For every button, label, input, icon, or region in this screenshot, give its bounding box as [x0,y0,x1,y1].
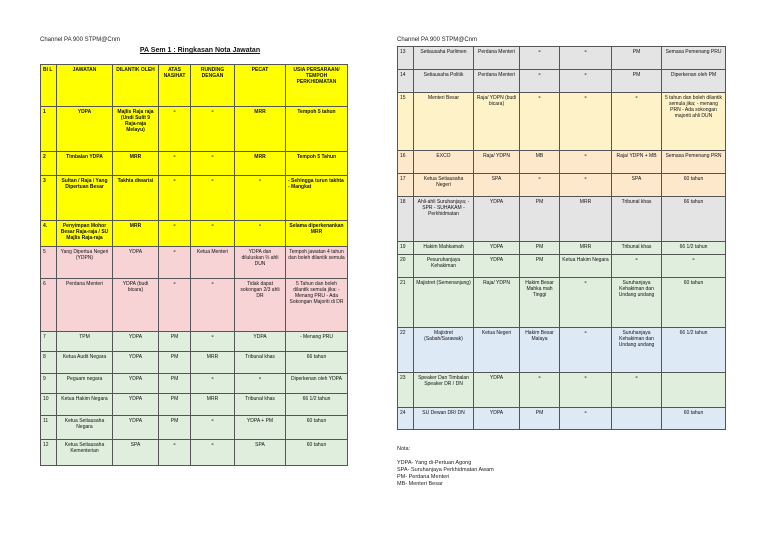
cell-runding: - [560,373,612,408]
cell-nasihat: - [159,440,191,466]
cell-usia: Semasa Pemenang PRN [662,151,726,174]
cell-no: 10 [41,394,57,416]
cell-pecat: Tidak dapat sokongan 2/3 ahli DR [235,279,286,332]
table-row [41,416,348,440]
cell-pecat: Raja/ YDPN + MB [612,151,662,174]
cell-pecat: YDPA + PM [235,416,286,440]
cell-usia: - Menang PRU [286,332,348,352]
cell-no: 3 [41,176,57,221]
cell-nasihat: PM [159,352,191,374]
cell-nasihat: PM [520,242,560,255]
cell-no: 13 [398,47,414,70]
table-row [398,278,726,328]
table-row [41,247,348,279]
nota-line: YDPA- Yang di-Pertuan Agong [397,460,472,466]
table-header [41,65,348,107]
cell-usia: 60 tahun [662,174,726,197]
cell-jawatan: Ketua Setiausaha Kementerian [57,440,113,466]
cell-no: 8 [41,352,57,374]
cell-nasihat: - [159,176,191,221]
cell-nasihat: PM [159,394,191,416]
cell-usia: 66 tahun [286,352,348,374]
cell-usia: - [662,255,726,278]
cell-pecat: Tribunal khas [612,242,662,255]
cell-dilantik: SPA [474,174,520,197]
table-row [398,197,726,242]
cell-nasihat: - [159,279,191,332]
cell-nasihat: - [520,174,560,197]
cell-nasihat: PM [520,197,560,242]
table-row [41,152,348,176]
cell-usia: 5 Tahun dan boleh dilantik semula jika: - Menang PRU - Ada Sokongan Majoriti di DR [286,279,348,332]
cell-runding: - [560,93,612,151]
cell-pecat: Tribunal khas [612,197,662,242]
table-row [398,328,726,373]
table-row [41,176,348,221]
cell-usia: 66 1/2 tahun [662,242,726,255]
cell-dilantik: YDPA [113,394,159,416]
cell-runding: - [560,70,612,93]
cell-jawatan: Majistret (Sabah/Sarawak) [414,328,474,373]
cell-no: 23 [398,373,414,408]
cell-dilantik: Raja/ YDPN (budi bicara) [474,93,520,151]
cell-usia: - Sehingga turun takhta - Mangkat [286,176,348,221]
cell-runding: - [560,151,612,174]
nota-line: MB- Menteri Besar [397,481,443,487]
cell-no: 14 [398,70,414,93]
cell-pecat: - [235,221,286,247]
cell-pecat: - [235,374,286,394]
cell-usia: 60 tahun [286,440,348,466]
cell-usia: Tempoh 5 tahun [286,107,348,152]
cell-nasihat: PM [159,416,191,440]
cell-pecat: MRR [235,107,286,152]
cell-dilantik: Raja/ YDPN [474,151,520,174]
cell-jawatan: Menteri Besar [414,93,474,151]
cell-nasihat: - [520,93,560,151]
cell-jawatan: Peguam negara [57,374,113,394]
col-header: ATAS NASIHAT [159,65,191,107]
table-row [398,47,726,70]
cell-usia [662,373,726,408]
cell-runding: - [560,408,612,430]
cell-nasihat: PM [520,255,560,278]
table-row [41,221,348,247]
cell-runding: MRR [560,197,612,242]
cell-runding: - [191,374,235,394]
cell-nasihat: PM [520,408,560,430]
nota-line: PM- Perdana Menteri [397,474,450,480]
cell-usia: Tempoh jawatan 4 tahun dan boleh dilantik semula [286,247,348,279]
cell-usia: 66 1/2 tahun [286,394,348,416]
cell-pecat: PM [612,47,662,70]
nota-line: SPA- Suruhanjaya Perkhidmatan Awam [397,467,494,473]
cell-dilantik: SPA [113,440,159,466]
cell-nasihat: - [520,70,560,93]
cell-runding: - [191,107,235,152]
cell-usia: 66 1/2 tahun [662,328,726,373]
cell-dilantik: Perdana Menteri [474,47,520,70]
cell-no: 16 [398,151,414,174]
table-row [398,408,726,430]
cell-jawatan: Pesuruhanjaya Kehakiman [414,255,474,278]
cell-no: 19 [398,242,414,255]
cell-pecat: Suruhanjaya Kehakiman dan Undang undang [612,278,662,328]
cell-dilantik: Raja/ YDPN [474,278,520,328]
cell-jawatan: TPM [57,332,113,352]
cell-no: 12 [41,440,57,466]
cell-dilantik: YDPA [113,247,159,279]
cell-dilantik: YDPA [474,408,520,430]
col-header: BI L [41,65,57,107]
cell-usia: Selama diperkenankan MRR [286,221,348,247]
cell-jawatan: Setiausaha Politik [414,70,474,93]
cell-jawatan: Setiausaha Parlimen [414,47,474,70]
cell-dilantik: YDPA [474,197,520,242]
cell-pecat: - [612,373,662,408]
cell-runding: - [191,152,235,176]
table-row [41,440,348,466]
cell-usia: 5 tahun dan boleh dilantik semula jika; - menang PRN - Ada sokongan majoriti ahli DUN [662,93,726,151]
table-row [398,373,726,408]
table-row [398,255,726,278]
cell-pecat: - [612,255,662,278]
col-header: JAWATAN [57,65,113,107]
cell-jawatan: Majistret (Semenanjung) [414,278,474,328]
table-row [398,70,726,93]
cell-nasihat: PM [159,332,191,352]
cell-dilantik: YDPA [474,242,520,255]
table-row [41,107,348,152]
cell-nasihat: - [159,152,191,176]
cell-dilantik: YDPA [474,373,520,408]
cell-dilantik: MRR [113,221,159,247]
cell-usia: 60 tahun [662,408,726,430]
cell-dilantik: Majlis Raja raja (Undi Sulit 9 Raja-raja Melayu) [113,107,159,152]
cell-runding: Ketua Hakim Negara [560,255,612,278]
cell-runding: - [560,174,612,197]
cell-runding: MRR [191,394,235,416]
cell-jawatan: EXCO [414,151,474,174]
cell-jawatan: Perdana Menteri [57,279,113,332]
cell-runding: MRR [191,352,235,374]
cell-usia: Diperkenan oleh PM [662,70,726,93]
cell-usia: 60 tahun [662,278,726,328]
cell-no: 18 [398,197,414,242]
cell-dilantik: YDPA [474,255,520,278]
table-row [398,242,726,255]
cell-pecat: SPA [612,174,662,197]
cell-runding: - [191,416,235,440]
cell-dilantik: Ketua Negeri [474,328,520,373]
cell-jawatan: Ahli-ahli Suruhanjaya; - SPR - SUHAKAM - Perkhidmatan [414,197,474,242]
cell-jawatan: Penyimpan Mohor Besar Raja-raja / SU Majlis Raja-raja [57,221,113,247]
cell-pecat: YDPA [235,332,286,352]
cell-dilantik: YDPA (budi bicara) [113,279,159,332]
cell-pecat: Suruhanjaya Kehakiman dan Undang undang [612,328,662,373]
cell-pecat: SPA [235,440,286,466]
cell-nasihat: - [159,247,191,279]
cell-jawatan: Ketua Setiausaha Negeri [414,174,474,197]
left-table [40,64,348,466]
table-row [398,174,726,197]
cell-no: 15 [398,93,414,151]
cell-pecat: MRR [235,152,286,176]
cell-runding: - [191,176,235,221]
cell-nasihat: - [520,47,560,70]
cell-jawatan: Hakim Mahkamah [414,242,474,255]
cell-pecat [612,408,662,430]
cell-nasihat: - [159,107,191,152]
cell-pecat: Tribunal khas [235,394,286,416]
table-row [398,151,726,174]
cell-no: 5 [41,247,57,279]
cell-pecat: Tribunal khas [235,352,286,374]
cell-nasihat: MB [520,151,560,174]
nota-heading: Nota: [397,446,411,452]
cell-no: 9 [41,374,57,394]
cell-no: 7 [41,332,57,352]
col-header: PECAT [235,65,286,107]
cell-jawatan: Ketua Audit Negara [57,352,113,374]
cell-runding: - [560,47,612,70]
cell-runding: - [191,332,235,352]
cell-no: 6 [41,279,57,332]
cell-jawatan: Sultan / Raja / Yang Dipertuan Besar [57,176,113,221]
cell-pecat: - [612,93,662,151]
table-row [41,279,348,332]
cell-runding: - [560,328,612,373]
cell-nasihat: PM [159,374,191,394]
cell-no: 4. [41,221,57,247]
right-page-header: Channel PA 900 STPM@Cnm [397,37,478,43]
cell-runding: - [191,221,235,247]
cell-no: 20 [398,255,414,278]
cell-nasihat: - [520,373,560,408]
cell-pecat: YDPA dan diluluskan ⅔ ahli DUN [235,247,286,279]
cell-usia: 66 tahun [662,197,726,242]
cell-runding: - [191,440,235,466]
cell-no: 22 [398,328,414,373]
col-header: USIA PERSARAAN/ TEMPOH PERKHIDMATAN [286,65,348,107]
cell-no: 24 [398,408,414,430]
cell-nasihat: Hakim Besar Mahka mah Tinggi [520,278,560,328]
table-row [398,93,726,151]
cell-pecat: - [235,176,286,221]
cell-no: 17 [398,174,414,197]
cell-usia: 60 tahun [286,416,348,440]
cell-dilantik: YDPA [113,374,159,394]
cell-dilantik: Perdana Menteri [474,70,520,93]
right-table [397,46,726,430]
cell-jawatan: Timbalan YDPA [57,152,113,176]
cell-jawatan: Yang Dipertua Negeri (YDPN) [57,247,113,279]
cell-no: 21 [398,278,414,328]
cell-runding: MRR [560,242,612,255]
col-header: RUNDING DENGAN [191,65,235,107]
page-title: PA Sem 1 : Ringkasan Nota Jawatan [139,47,261,54]
cell-pecat: PM [612,70,662,93]
cell-no: 2 [41,152,57,176]
table-row [41,374,348,394]
cell-nasihat: - [159,221,191,247]
cell-jawatan: SU Dewan DR/ DN [414,408,474,430]
cell-runding: - [560,278,612,328]
cell-dilantik: YDPA [113,332,159,352]
cell-no: 1 [41,107,57,152]
col-header: DILANTIK OLEH [113,65,159,107]
cell-runding: - [191,279,235,332]
cell-jawatan: Speaker Dan Timbalan Speaker DR / DN [414,373,474,408]
cell-jawatan: YDPA [57,107,113,152]
table-row [41,394,348,416]
cell-dilantik: MRR [113,152,159,176]
cell-dilantik: YDPA [113,352,159,374]
cell-runding: Ketua Menteri [191,247,235,279]
cell-dilantik: Takhta diwarisi [113,176,159,221]
cell-jawatan: Ketua Setiausaha Negara [57,416,113,440]
nota [397,446,494,488]
table-row [41,352,348,374]
cell-usia: Semasa Pemenang PRU [662,47,726,70]
cell-jawatan: Ketua Hakim Negara [57,394,113,416]
table-row [41,332,348,352]
cell-no: 11 [41,416,57,440]
cell-usia: Diperkenan oleh YDPA [286,374,348,394]
cell-dilantik: YDPA [113,416,159,440]
cell-usia: Tempoh 5 Tahun [286,152,348,176]
left-page-header: Channel PA 900 STPM@Cnm [40,37,121,43]
cell-nasihat: Hakim Besar Malaya [520,328,560,373]
